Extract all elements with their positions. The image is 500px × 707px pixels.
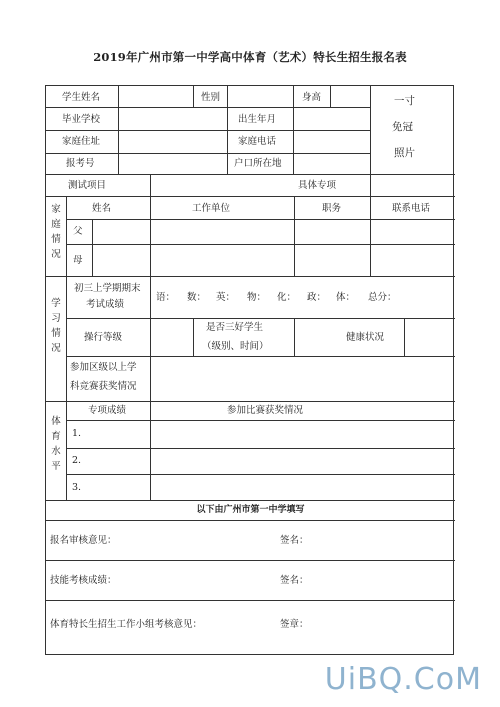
review-skill-label: 技能考核成绩： <box>50 575 117 586</box>
row-divider <box>46 174 455 175</box>
col-divider <box>294 196 295 276</box>
row-divider <box>66 219 455 220</box>
col-divider <box>193 86 194 107</box>
school-fill-header: 以下由广州市第一中学填写 <box>196 505 305 515</box>
form-title: 2019年广州市第一中学高中体育（艺术）特长生招生报名表 <box>93 50 407 64</box>
subject-pe: 体： <box>336 292 356 303</box>
subject-english: 英： <box>216 292 236 303</box>
row-divider <box>46 520 455 521</box>
col-divider <box>293 107 294 174</box>
photo-text-line2: 免冠 <box>392 121 413 133</box>
subject-chinese: 语： <box>156 292 176 303</box>
family-mother-label: 母 <box>73 255 83 266</box>
label-hukou-location: 户口所在地 <box>234 158 282 169</box>
col-divider <box>404 318 405 356</box>
row-divider <box>46 107 370 108</box>
col-divider <box>370 174 371 196</box>
review-registration-label: 报名审核意见： <box>50 535 117 546</box>
col-divider <box>370 86 371 174</box>
label-specialty: 具体专项 <box>298 180 337 191</box>
label-health: 健康状况 <box>346 332 385 343</box>
col-divider <box>227 86 228 174</box>
subject-math: 数： <box>187 292 207 303</box>
row-divider <box>46 130 370 131</box>
row-divider <box>66 318 455 319</box>
label-test-items: 测试项目 <box>68 180 107 191</box>
review-committee-label: 体育特长生招生工作小组考核意见： <box>50 619 203 630</box>
row-divider <box>46 153 370 154</box>
row-divider <box>46 500 455 501</box>
label-height: 身高 <box>302 92 322 103</box>
sports-item-3: 3. <box>72 482 82 493</box>
col-divider <box>150 276 151 401</box>
label-three-good-line1: 是否三好学生 <box>206 322 264 333</box>
sports-item-1: 1. <box>72 428 82 439</box>
label-home-address: 家庭住址 <box>62 136 101 147</box>
label-sports-awards: 参加比赛获奖情况 <box>227 405 304 416</box>
sports-item-2: 2. <box>72 455 82 466</box>
subject-total: 总分： <box>368 292 397 303</box>
family-header-work-unit: 工作单位 <box>192 203 231 214</box>
subject-chemistry: 化： <box>277 292 297 303</box>
family-side-label: 家 庭 情 况 <box>51 204 61 260</box>
family-father-label: 父 <box>73 226 83 237</box>
photo-text-line1: 一寸 <box>394 95 415 107</box>
registration-form-table <box>45 85 454 655</box>
row-divider <box>66 420 455 421</box>
row-divider <box>66 474 455 475</box>
col-divider <box>66 276 67 401</box>
label-award-line2: 科竞赛获奖情况 <box>70 381 137 392</box>
col-divider <box>150 196 151 276</box>
review-registration-sign: 签名： <box>280 535 309 546</box>
row-divider <box>46 401 455 402</box>
col-divider <box>66 401 67 500</box>
row-divider <box>66 356 455 357</box>
col-divider <box>92 219 93 276</box>
subject-politics: 政： <box>307 292 327 303</box>
label-conduct: 操行等级 <box>84 332 123 343</box>
row-divider <box>46 560 455 561</box>
label-gender: 性别 <box>201 92 221 103</box>
row-divider <box>46 276 455 277</box>
subject-physics: 物： <box>247 292 267 303</box>
label-graduate-school: 毕业学校 <box>62 114 101 125</box>
review-skill-sign: 签名： <box>280 575 309 586</box>
row-divider <box>46 196 455 197</box>
photo-text-line3: 照片 <box>394 147 415 159</box>
label-sports-score: 专项成绩 <box>88 405 127 416</box>
family-header-phone: 联系电话 <box>392 203 431 214</box>
label-three-good-line2: （级别、时间） <box>202 341 269 352</box>
label-student-name: 学生姓名 <box>62 92 101 103</box>
col-divider <box>193 318 194 356</box>
family-header-position: 职务 <box>322 203 342 214</box>
col-divider <box>118 86 119 174</box>
col-divider <box>293 86 294 107</box>
label-birth-date: 出生年月 <box>238 114 277 125</box>
label-exam-number: 报考号 <box>66 158 95 169</box>
col-divider <box>330 86 331 107</box>
col-divider <box>294 318 295 356</box>
review-committee-sign: 签章： <box>280 619 309 630</box>
study-side-label: 学 习 情 况 <box>51 298 61 354</box>
row-divider <box>66 244 455 245</box>
label-award-line1: 参加区级以上学 <box>70 362 137 373</box>
col-divider <box>66 196 67 276</box>
col-divider <box>150 174 151 196</box>
sports-side-label: 体 育 水 平 <box>51 416 61 472</box>
study-exam-label-line1: 初三上学期期末 <box>74 283 141 294</box>
watermark-logo: UiBQ.CoM <box>324 662 482 697</box>
col-divider <box>150 401 151 500</box>
row-divider <box>66 448 455 449</box>
row-divider <box>46 600 455 601</box>
study-exam-label-line2: 考试成绩 <box>86 299 125 310</box>
label-home-phone: 家庭电话 <box>238 136 277 147</box>
col-divider <box>370 196 371 276</box>
family-header-name: 姓名 <box>92 203 112 214</box>
